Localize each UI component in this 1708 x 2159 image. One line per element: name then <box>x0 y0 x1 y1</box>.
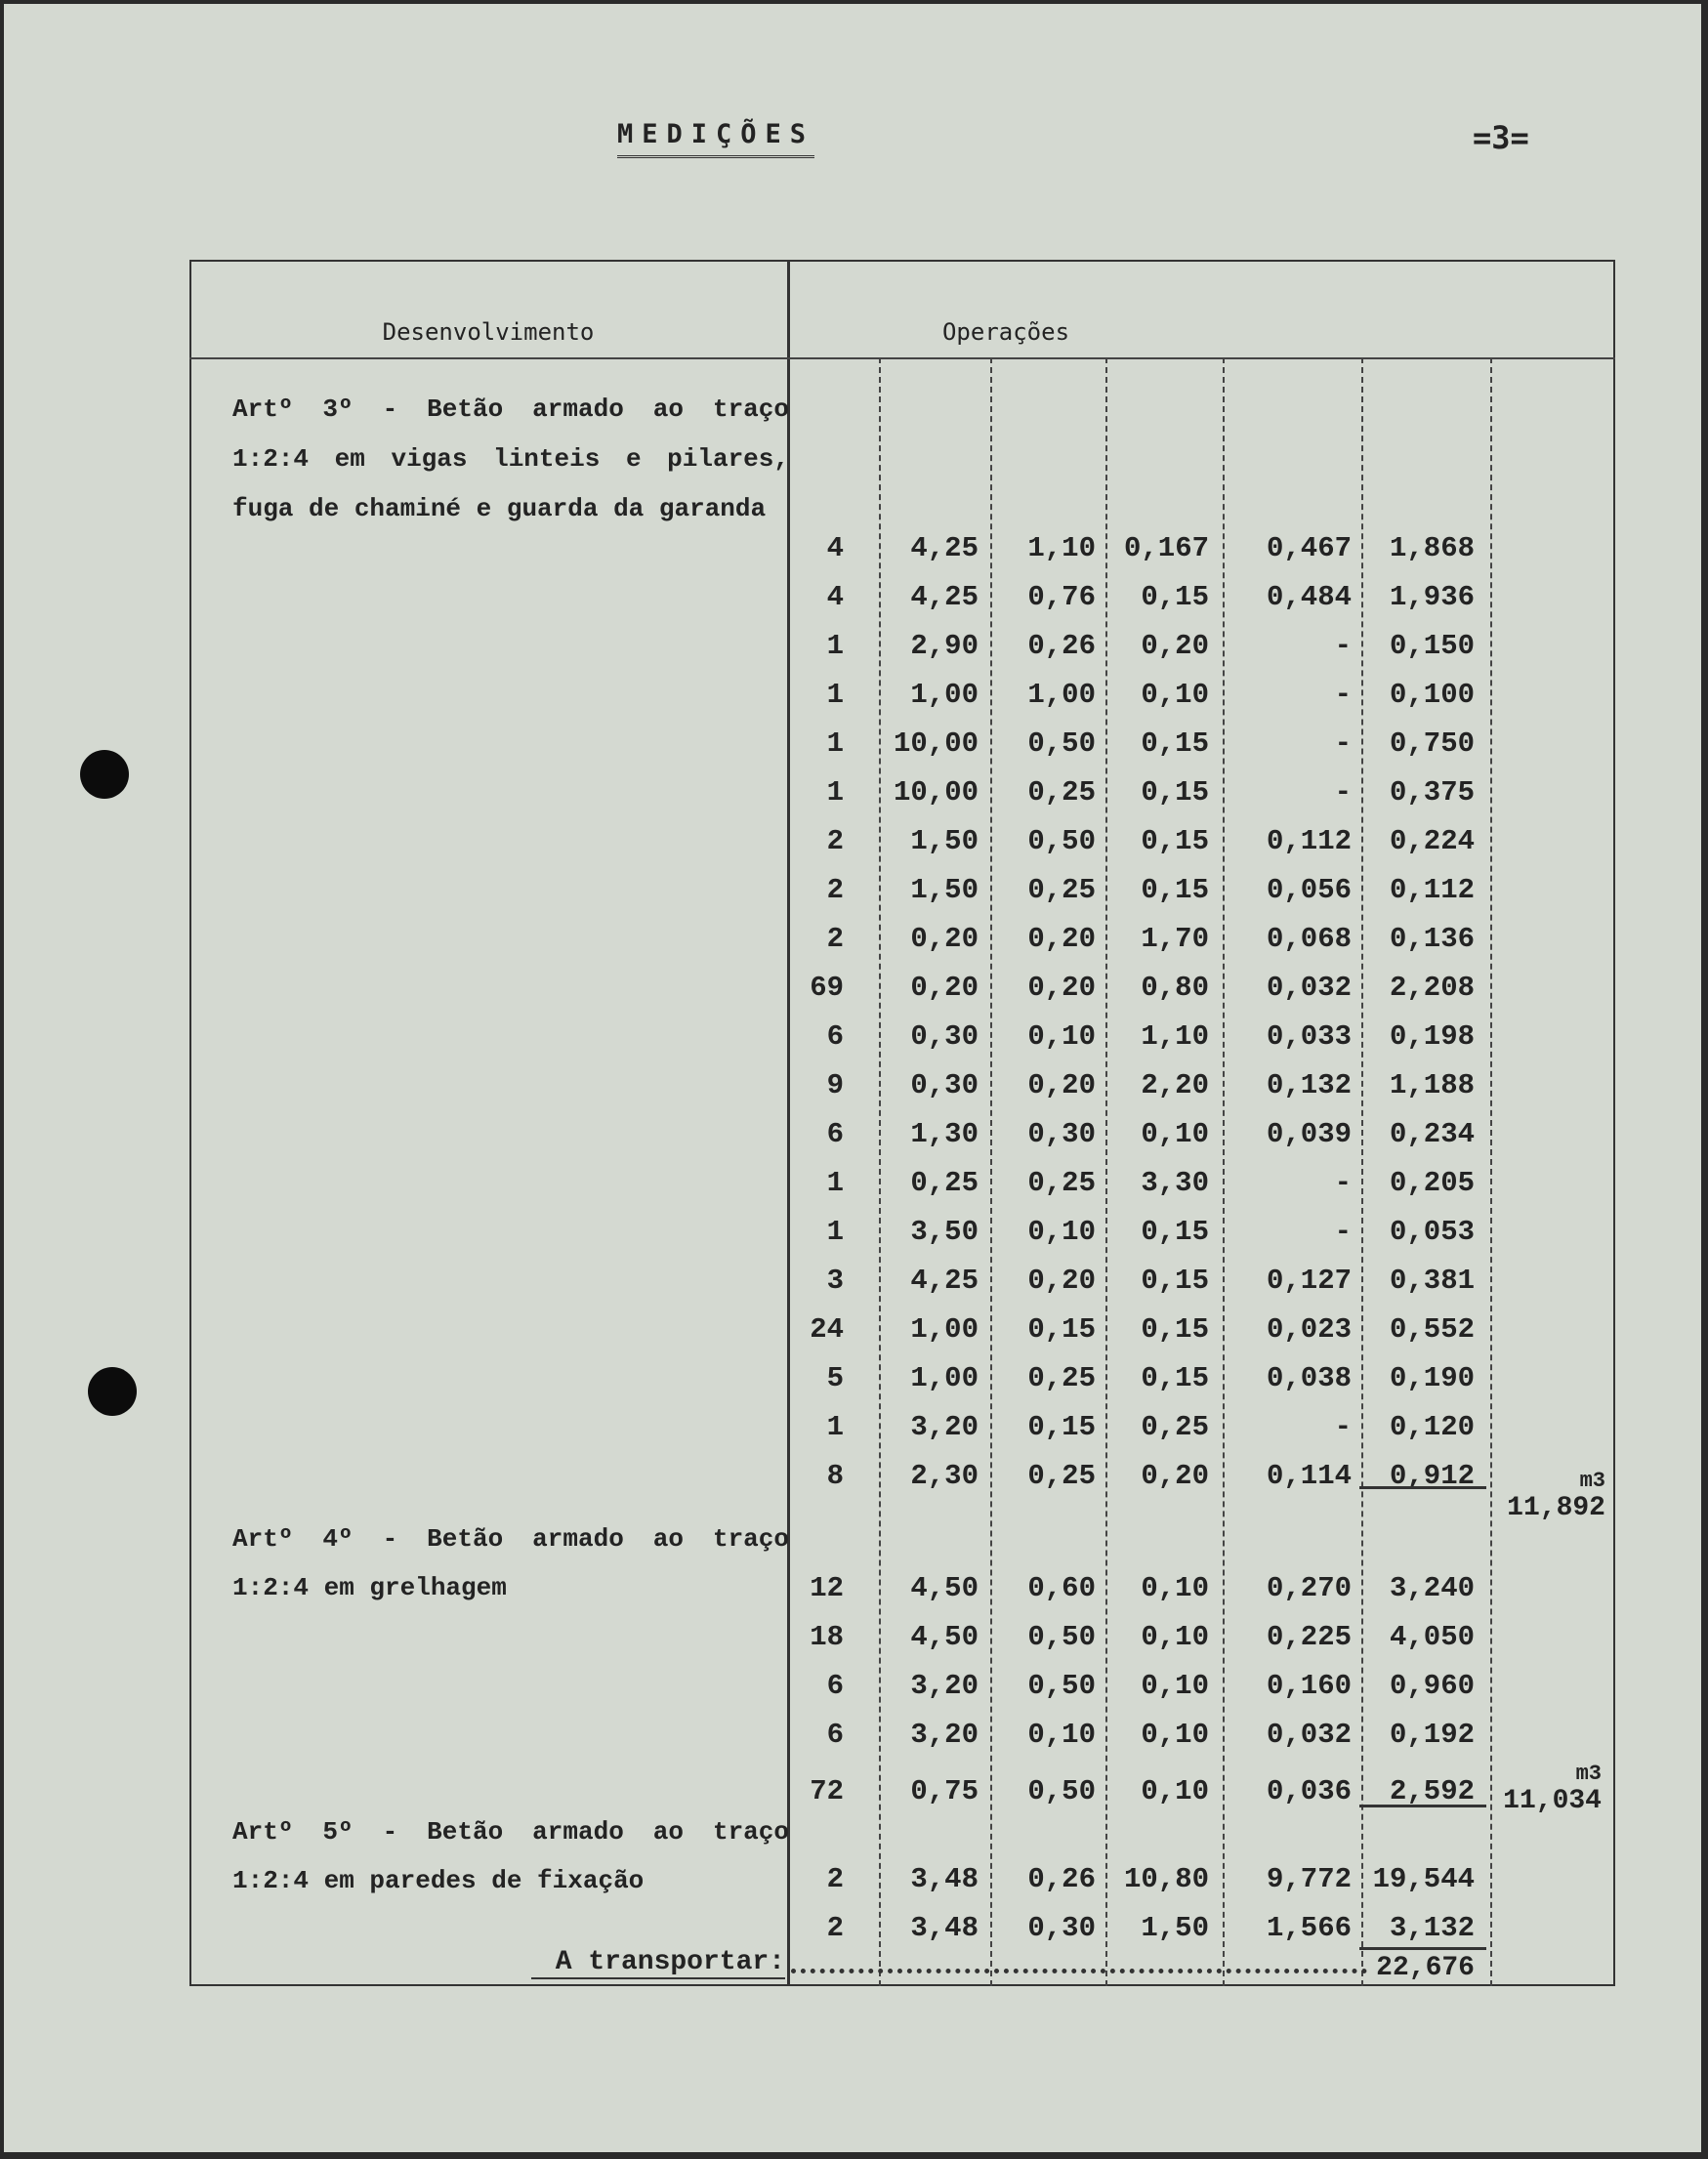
total-cell: 2,208 <box>1389 972 1475 1004</box>
quantity-cell: 1 <box>826 630 844 662</box>
width-cell: 0,26 <box>1027 630 1096 662</box>
table-row <box>4 768 1708 817</box>
quantity-cell: 1 <box>826 1216 844 1248</box>
table-row <box>4 622 1708 671</box>
length-cell: 2,90 <box>910 630 979 662</box>
table-row <box>4 964 1708 1013</box>
table-row <box>4 1613 1708 1662</box>
total-cell: 0,205 <box>1389 1167 1475 1199</box>
partial-cell: 0,467 <box>1266 532 1352 564</box>
total-cell: 0,053 <box>1389 1216 1475 1248</box>
partial-cell: 0,056 <box>1266 874 1352 906</box>
width-cell: 0,50 <box>1027 1775 1096 1807</box>
subtotal-value: 11,034 <box>1503 1786 1602 1816</box>
table-row <box>4 1061 1708 1110</box>
length-cell: 1,30 <box>910 1118 979 1150</box>
width-cell: 0,10 <box>1027 1216 1096 1248</box>
width-cell: 0,25 <box>1027 874 1096 906</box>
width-cell: 0,20 <box>1027 1265 1096 1297</box>
table-row <box>4 1452 1708 1501</box>
table-row <box>4 1013 1708 1061</box>
table-row <box>4 1208 1708 1257</box>
table-row <box>4 1564 1708 1613</box>
quantity-cell: 69 <box>810 972 844 1004</box>
height-cell: 0,10 <box>1141 1775 1209 1807</box>
table-row <box>4 1711 1708 1760</box>
length-cell: 1,00 <box>910 1362 979 1394</box>
subtotal-value: 11,892 <box>1507 1493 1605 1523</box>
total-cell: 0,912 <box>1389 1460 1475 1492</box>
height-cell: 0,20 <box>1141 630 1209 662</box>
partial-cell: 0,132 <box>1266 1069 1352 1101</box>
partial-cell: - <box>1334 727 1352 760</box>
table-row <box>4 866 1708 915</box>
total-cell: 0,375 <box>1389 776 1475 809</box>
partial-cell: 0,033 <box>1266 1020 1352 1053</box>
table-row <box>4 1159 1708 1208</box>
height-cell: 0,15 <box>1141 1362 1209 1394</box>
total-cell: 0,750 <box>1389 727 1475 760</box>
quantity-cell: 6 <box>826 1719 844 1751</box>
quantity-cell: 1 <box>826 727 844 760</box>
total-cell: 0,381 <box>1389 1265 1475 1297</box>
total-cell: 1,868 <box>1389 532 1475 564</box>
page-number: =3= <box>1473 119 1529 156</box>
quantity-cell: 1 <box>826 1411 844 1443</box>
length-cell: 10,00 <box>893 776 979 809</box>
total-cell: 0,552 <box>1389 1313 1475 1346</box>
height-cell: 1,50 <box>1141 1912 1209 1944</box>
table-row <box>4 720 1708 768</box>
length-cell: 0,30 <box>910 1069 979 1101</box>
total-cell: 19,544 <box>1372 1863 1475 1895</box>
partial-cell: 0,023 <box>1266 1313 1352 1346</box>
width-cell: 0,25 <box>1027 776 1096 809</box>
height-cell: 1,10 <box>1141 1020 1209 1053</box>
length-cell: 4,25 <box>910 1265 979 1297</box>
unit-label: m3 <box>1575 1762 1602 1786</box>
length-cell: 3,48 <box>910 1912 979 1944</box>
height-cell: 0,10 <box>1141 1719 1209 1751</box>
table-row <box>4 1904 1708 1953</box>
height-cell: 0,167 <box>1123 532 1209 564</box>
table-row <box>4 1662 1708 1711</box>
height-cell: 1,70 <box>1141 923 1209 955</box>
quantity-cell: 2 <box>826 874 844 906</box>
height-cell: 0,15 <box>1141 1216 1209 1248</box>
total-cell: 0,192 <box>1389 1719 1475 1751</box>
width-cell: 0,60 <box>1027 1572 1096 1604</box>
height-cell: 0,10 <box>1141 1118 1209 1150</box>
partial-cell: 0,032 <box>1266 972 1352 1004</box>
height-cell: 0,15 <box>1141 874 1209 906</box>
width-cell: 0,20 <box>1027 1069 1096 1101</box>
length-cell: 1,00 <box>910 679 979 711</box>
quantity-cell: 6 <box>826 1670 844 1702</box>
height-cell: 10,80 <box>1123 1863 1209 1895</box>
width-cell: 0,20 <box>1027 972 1096 1004</box>
quantity-cell: 6 <box>826 1020 844 1053</box>
partial-cell: 0,127 <box>1266 1265 1352 1297</box>
total-cell: 0,960 <box>1389 1670 1475 1702</box>
header-divider <box>189 357 1615 359</box>
partial-cell: 0,036 <box>1266 1775 1352 1807</box>
width-cell: 0,26 <box>1027 1863 1096 1895</box>
section-subtotal <box>1494 1762 1602 1816</box>
header-desenvolvimento: Desenvolvimento <box>382 318 595 346</box>
length-cell: 3,48 <box>910 1863 979 1895</box>
partial-cell: - <box>1334 1411 1352 1443</box>
partial-cell: - <box>1334 776 1352 809</box>
partial-cell: 0,038 <box>1266 1362 1352 1394</box>
length-cell: 0,30 <box>910 1020 979 1053</box>
partial-cell: - <box>1334 630 1352 662</box>
total-cell: 0,234 <box>1389 1118 1475 1150</box>
dotted-leader <box>791 1969 1367 1973</box>
header-operacoes: Operações <box>941 318 1070 346</box>
length-cell: 3,20 <box>910 1719 979 1751</box>
width-cell: 0,10 <box>1027 1020 1096 1053</box>
length-cell: 1,50 <box>910 874 979 906</box>
height-cell: 0,10 <box>1141 679 1209 711</box>
length-cell: 10,00 <box>893 727 979 760</box>
carry-forward-label: A transportar: <box>531 1947 785 1979</box>
height-cell: 3,30 <box>1141 1167 1209 1199</box>
sum-underline <box>1359 1947 1486 1950</box>
width-cell: 0,50 <box>1027 1670 1096 1702</box>
length-cell: 1,00 <box>910 1313 979 1346</box>
length-cell: 0,75 <box>910 1775 979 1807</box>
width-cell: 0,76 <box>1027 581 1096 613</box>
table-row <box>4 573 1708 622</box>
width-cell: 0,30 <box>1027 1912 1096 1944</box>
table-row <box>4 671 1708 720</box>
table-row <box>4 1767 1708 1816</box>
width-cell: 0,50 <box>1027 1621 1096 1653</box>
total-cell: 0,150 <box>1389 630 1475 662</box>
height-cell: 0,15 <box>1141 727 1209 760</box>
height-cell: 0,10 <box>1141 1572 1209 1604</box>
length-cell: 0,20 <box>910 923 979 955</box>
length-cell: 0,25 <box>910 1167 979 1199</box>
partial-cell: 0,484 <box>1266 581 1352 613</box>
quantity-cell: 18 <box>810 1621 844 1653</box>
partial-cell: 0,270 <box>1266 1572 1352 1604</box>
partial-cell: 0,225 <box>1266 1621 1352 1653</box>
width-cell: 0,25 <box>1027 1362 1096 1394</box>
carry-forward-total: 22,676 <box>1376 1953 1475 1983</box>
partial-cell: 0,032 <box>1266 1719 1352 1751</box>
width-cell: 0,15 <box>1027 1313 1096 1346</box>
quantity-cell: 2 <box>826 1863 844 1895</box>
width-cell: 0,20 <box>1027 923 1096 955</box>
table-row <box>4 1354 1708 1403</box>
partial-cell: - <box>1334 679 1352 711</box>
sum-underline <box>1359 1805 1486 1807</box>
table-row <box>4 1855 1708 1904</box>
section-description: Artº 3º - Betão armado ao traço 1:2:4 em vigas linteis e pilares, fuga de chaminé e guarda da garanda <box>232 394 789 523</box>
height-cell: 0,15 <box>1141 1313 1209 1346</box>
quantity-cell: 12 <box>810 1572 844 1604</box>
height-cell: 0,15 <box>1141 825 1209 857</box>
partial-cell: - <box>1334 1167 1352 1199</box>
table-row <box>4 915 1708 964</box>
total-cell: 2,592 <box>1389 1775 1475 1807</box>
page-title: MEDIÇÕES <box>617 119 814 158</box>
total-cell: 0,112 <box>1389 874 1475 906</box>
height-cell: 0,10 <box>1141 1621 1209 1653</box>
length-cell: 4,50 <box>910 1572 979 1604</box>
table-row <box>4 524 1708 573</box>
quantity-cell: 72 <box>810 1775 844 1807</box>
partial-cell: 0,160 <box>1266 1670 1352 1702</box>
quantity-cell: 2 <box>826 923 844 955</box>
height-cell: 0,10 <box>1141 1670 1209 1702</box>
quantity-cell: 9 <box>826 1069 844 1101</box>
document-page <box>4 4 1701 2152</box>
width-cell: 0,10 <box>1027 1719 1096 1751</box>
total-cell: 4,050 <box>1389 1621 1475 1653</box>
partial-cell: 9,772 <box>1266 1863 1352 1895</box>
total-cell: 0,190 <box>1389 1362 1475 1394</box>
partial-cell: 1,566 <box>1266 1912 1352 1944</box>
total-cell: 0,136 <box>1389 923 1475 955</box>
table-row <box>4 1403 1708 1452</box>
length-cell: 0,20 <box>910 972 979 1004</box>
table-row <box>4 1257 1708 1306</box>
height-cell: 0,20 <box>1141 1460 1209 1492</box>
quantity-cell: 4 <box>826 581 844 613</box>
width-cell: 0,25 <box>1027 1460 1096 1492</box>
quantity-cell: 8 <box>826 1460 844 1492</box>
quantity-cell: 2 <box>826 825 844 857</box>
length-cell: 3,20 <box>910 1670 979 1702</box>
total-cell: 0,100 <box>1389 679 1475 711</box>
width-cell: 0,15 <box>1027 1411 1096 1443</box>
width-cell: 0,25 <box>1027 1167 1096 1199</box>
quantity-cell: 2 <box>826 1912 844 1944</box>
table-row <box>4 1110 1708 1159</box>
length-cell: 4,25 <box>910 532 979 564</box>
total-cell: 3,240 <box>1389 1572 1475 1604</box>
section-description: Artº 5º - Betão armado ao traço 1:2:4 em paredes de fixação <box>232 1817 789 1895</box>
width-cell: 1,10 <box>1027 532 1096 564</box>
length-cell: 2,30 <box>910 1460 979 1492</box>
length-cell: 1,50 <box>910 825 979 857</box>
height-cell: 0,15 <box>1141 776 1209 809</box>
quantity-cell: 6 <box>826 1118 844 1150</box>
quantity-cell: 4 <box>826 532 844 564</box>
total-cell: 0,198 <box>1389 1020 1475 1053</box>
total-cell: 0,120 <box>1389 1411 1475 1443</box>
table-row <box>4 817 1708 866</box>
length-cell: 3,50 <box>910 1216 979 1248</box>
partial-cell: - <box>1334 1216 1352 1248</box>
unit-label: m3 <box>1579 1469 1605 1493</box>
partial-cell: 0,068 <box>1266 923 1352 955</box>
width-cell: 0,50 <box>1027 727 1096 760</box>
width-cell: 0,50 <box>1027 825 1096 857</box>
length-cell: 4,50 <box>910 1621 979 1653</box>
quantity-cell: 24 <box>810 1313 844 1346</box>
height-cell: 0,15 <box>1141 581 1209 613</box>
height-cell: 0,25 <box>1141 1411 1209 1443</box>
width-cell: 1,00 <box>1027 679 1096 711</box>
partial-cell: 0,039 <box>1266 1118 1352 1150</box>
total-cell: 0,224 <box>1389 825 1475 857</box>
height-cell: 0,80 <box>1141 972 1209 1004</box>
quantity-cell: 1 <box>826 1167 844 1199</box>
quantity-cell: 5 <box>826 1362 844 1394</box>
total-cell: 1,936 <box>1389 581 1475 613</box>
section-description: Artº 4º - Betão armado ao traço 1:2:4 em grelhagem <box>232 1524 789 1602</box>
section-subtotal <box>1498 1469 1605 1523</box>
total-cell: 1,188 <box>1389 1069 1475 1101</box>
height-cell: 2,20 <box>1141 1069 1209 1101</box>
length-cell: 4,25 <box>910 581 979 613</box>
partial-cell: 0,112 <box>1266 825 1352 857</box>
sum-underline <box>1359 1486 1486 1489</box>
quantity-cell: 3 <box>826 1265 844 1297</box>
height-cell: 0,15 <box>1141 1265 1209 1297</box>
quantity-cell: 1 <box>826 679 844 711</box>
total-cell: 3,132 <box>1389 1912 1475 1944</box>
width-cell: 0,30 <box>1027 1118 1096 1150</box>
partial-cell: 0,114 <box>1266 1460 1352 1492</box>
quantity-cell: 1 <box>826 776 844 809</box>
table-row <box>4 1306 1708 1354</box>
length-cell: 3,20 <box>910 1411 979 1443</box>
